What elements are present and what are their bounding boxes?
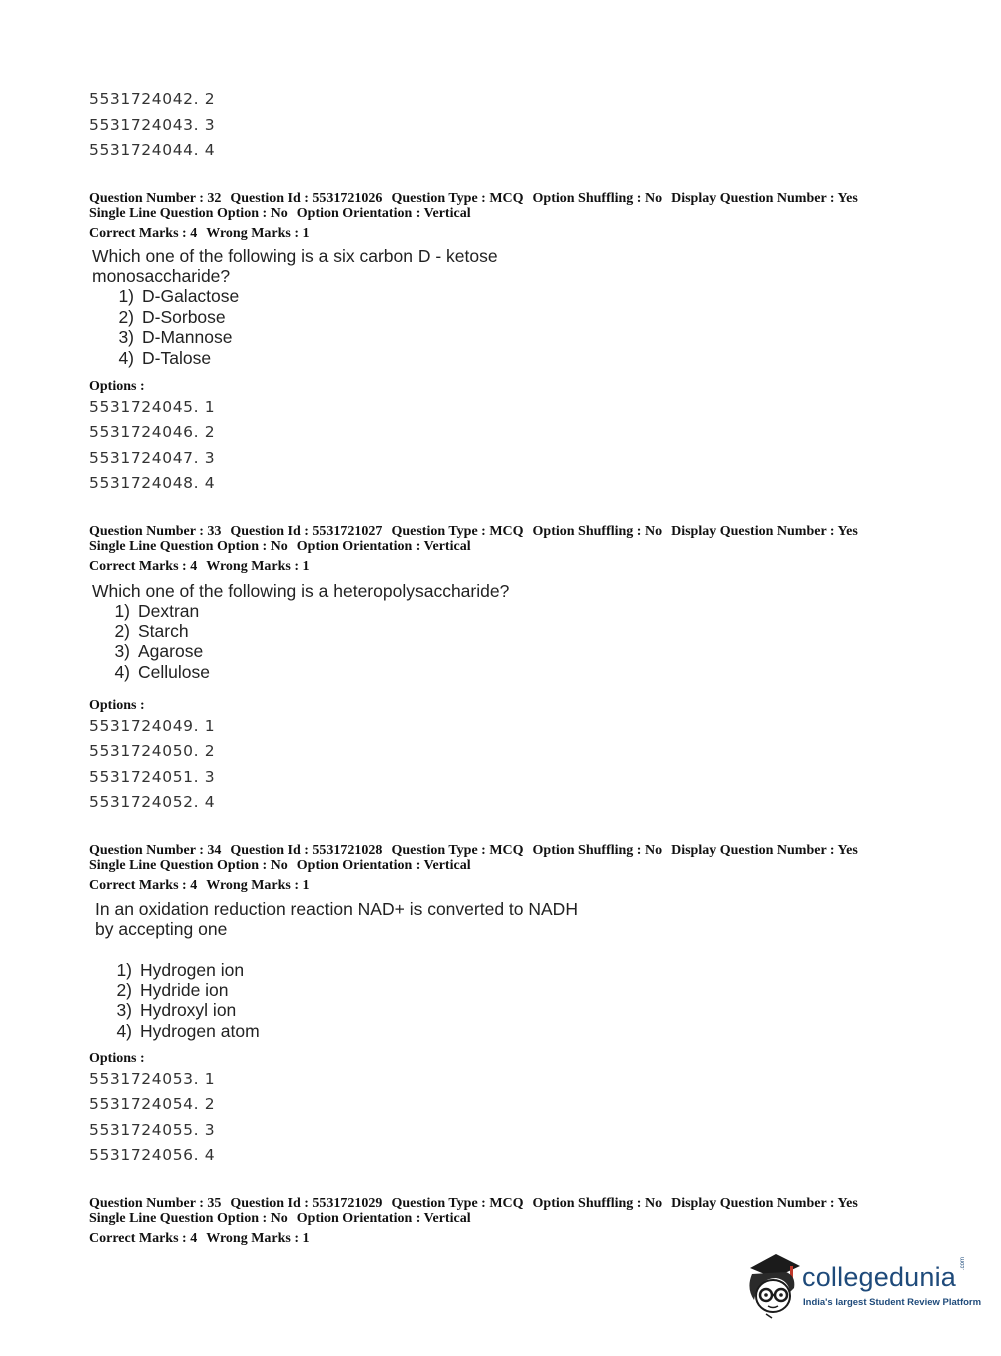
option-code: 5531724047. 3 [89,449,216,467]
question-marks: Correct Marks : 4 Wrong Marks : 1 [89,878,310,893]
question-text: In an oxidation reduction reaction NAD+ is converted to NADH by accepting one [95,899,578,939]
question-marks: Correct Marks : 4 Wrong Marks : 1 [89,226,310,241]
logo-wordmark: collegedunia [802,1262,957,1292]
options-label: Options : [89,1051,145,1066]
option-code: 5531724056. 4 [89,1146,216,1164]
choice-item: 1) Hydrogen ion [116,960,245,980]
collegedunia-logo [742,1248,982,1320]
question-marks: Correct Marks : 4 Wrong Marks : 1 [89,559,310,574]
question-meta-line2: Single Line Question Option : No Option Orientation : Vertical [89,539,471,554]
choice-item: 2) Hydride ion [116,980,229,1000]
options-label: Options : [89,698,145,713]
option-code: 5531724051. 3 [89,768,216,786]
option-code: 5531724052. 4 [89,793,216,811]
logo-tagline: India's largest Student Review Platform [803,1297,982,1308]
choice-item: 2) D-Sorbose [118,307,226,327]
question-meta-line1: Question Number : 33 Question Id : 5531721027 Question Type : MCQ Option Shuffling : No Display Question Number : Yes [89,524,858,539]
choice-item: 3) D-Mannose [118,327,233,347]
question-text: Which one of the following is a heteropolysaccharide? [92,581,510,601]
choice-item: 4) Hydrogen atom [116,1021,260,1041]
question-meta-line2: Single Line Question Option : No Option Orientation : Vertical [89,858,471,873]
choice-item: 1) Dextran [114,601,200,621]
option-code: 5531724050. 2 [89,742,216,760]
question-meta-line2: Single Line Question Option : No Option Orientation : Vertical [89,1211,471,1226]
option-code: 5531724044. 4 [89,141,216,159]
mascot-icon [742,1248,804,1320]
option-code: 5531724054. 2 [89,1095,216,1113]
choice-item: 3) Agarose [114,641,204,661]
choice-item: 4) Cellulose [114,662,210,682]
choice-item: 1) D-Galactose [118,286,240,306]
logo-suffix: .com [960,1256,966,1270]
options-label: Options : [89,379,145,394]
option-code: 5531724049. 1 [89,717,216,735]
question-meta-line1: Question Number : 32 Question Id : 5531721026 Question Type : MCQ Option Shuffling : No Display Question Number : Yes [89,191,858,206]
option-code: 5531724053. 1 [89,1070,216,1088]
option-code: 5531724045. 1 [89,398,216,416]
option-code: 5531724042. 2 [89,90,216,108]
choice-item: 2) Starch [114,621,189,641]
choice-item: 3) Hydroxyl ion [116,1000,237,1020]
question-meta-line1: Question Number : 34 Question Id : 5531721028 Question Type : MCQ Option Shuffling : No Display Question Number : Yes [89,843,858,858]
option-code: 5531724048. 4 [89,474,216,492]
question-meta-line1: Question Number : 35 Question Id : 5531721029 Question Type : MCQ Option Shuffling : No Display Question Number : Yes [89,1196,858,1211]
option-code: 5531724046. 2 [89,423,216,441]
choice-item: 4) D-Talose [118,348,212,368]
question-marks: Correct Marks : 4 Wrong Marks : 1 [89,1231,310,1246]
question-text: Which one of the following is a six carbon D - ketose monosaccharide? [92,246,498,286]
option-code: 5531724043. 3 [89,116,216,134]
question-meta-line2: Single Line Question Option : No Option Orientation : Vertical [89,206,471,221]
option-code: 5531724055. 3 [89,1121,216,1139]
